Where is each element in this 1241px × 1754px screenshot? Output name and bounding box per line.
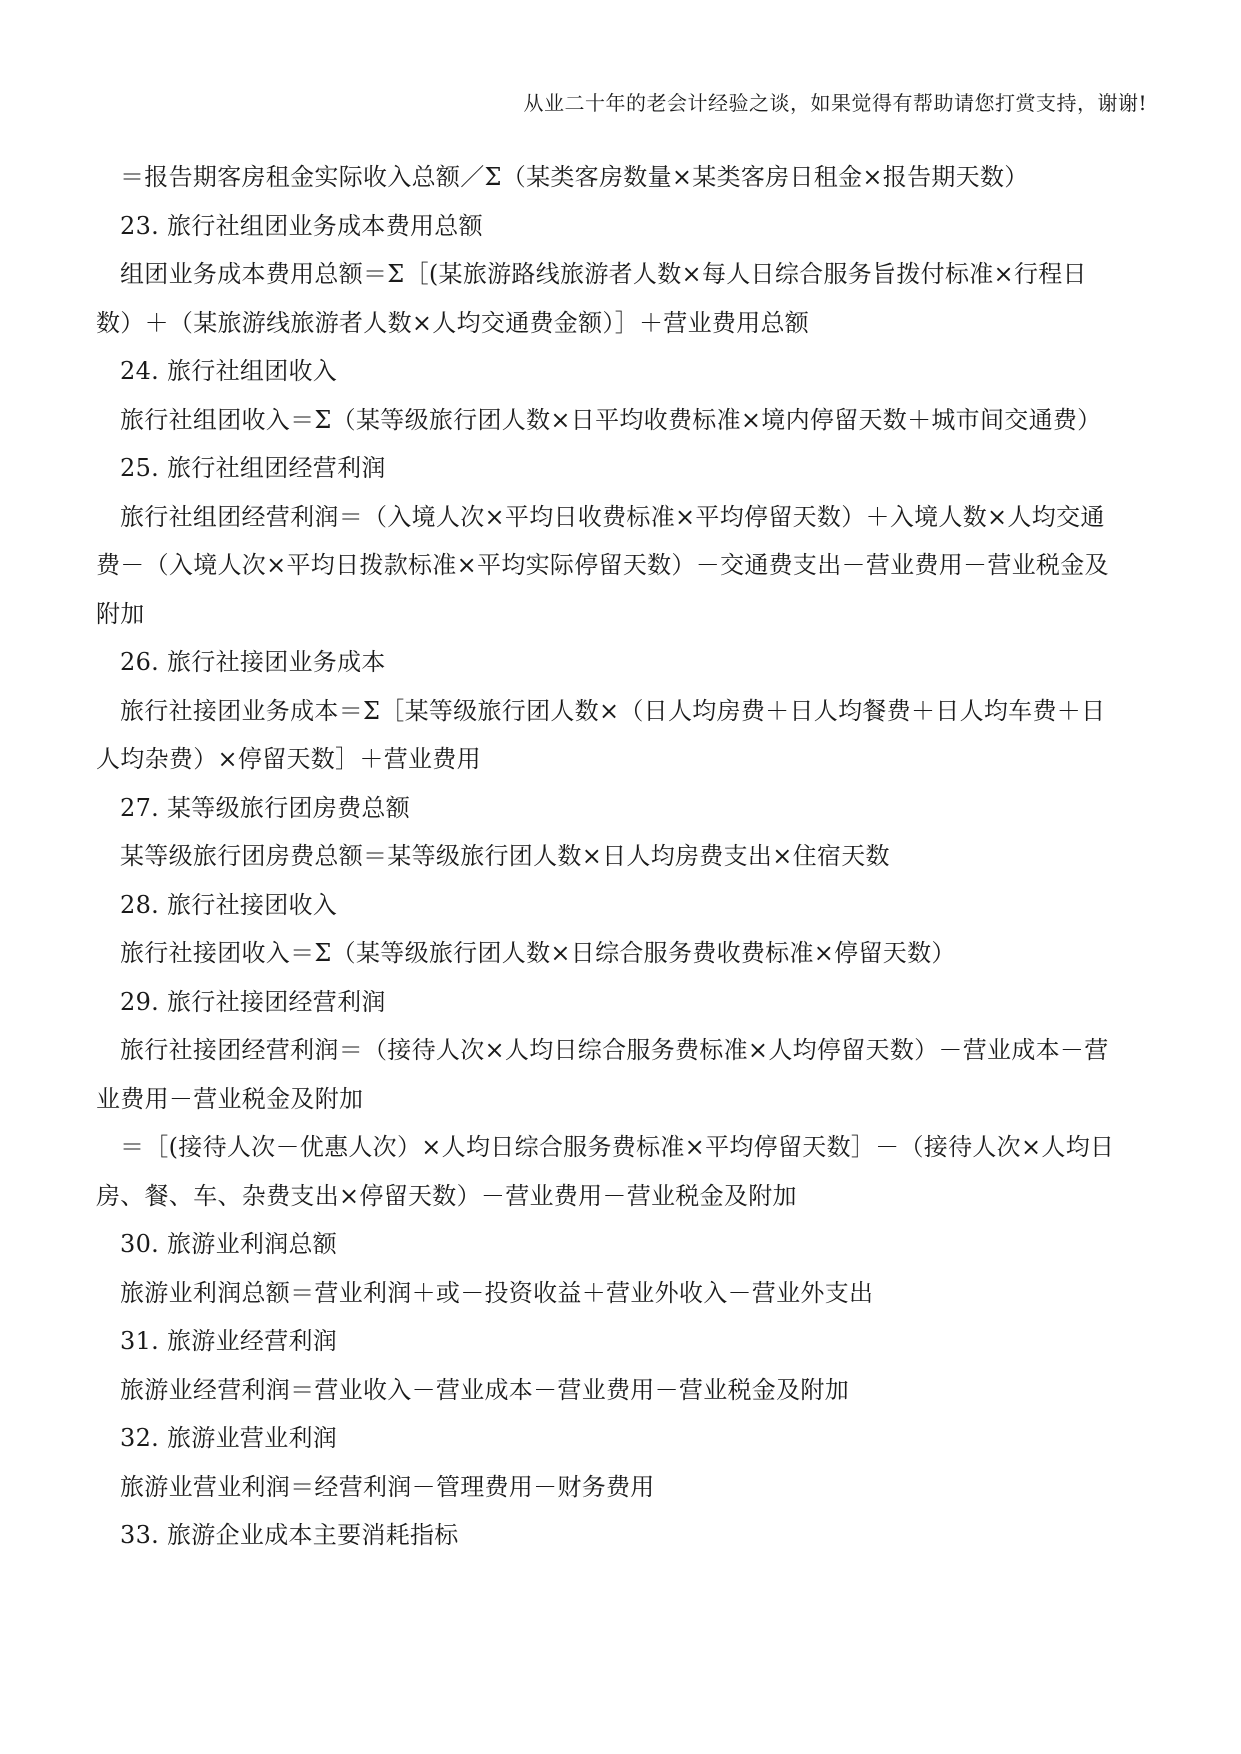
section-heading: 32. 旅游业营业利润 — [120, 1424, 338, 1452]
formula-line-continuation: 费－（入境人次×平均日拨款标准×平均实际停留天数）－交通费支出－营业费用－营业税金及 — [96, 551, 1109, 579]
section-heading: 29. 旅行社接团经营利润 — [120, 987, 386, 1016]
document-body — [96, 153, 1148, 1560]
formula-line: 旅行社接团经营利润＝（接待人次×人均日综合服务费标准×人均停留天数）－营业成本－营 — [120, 1036, 1109, 1064]
formula-line: 旅游业利润总额＝营业利润＋或－投资收益＋营业外收入－营业外支出 — [120, 1278, 874, 1307]
formula-line: 旅游业营业利润＝经营利润－管理费用－财务费用 — [120, 1472, 655, 1501]
section-heading: 23. 旅行社组团业务成本费用总额 — [120, 211, 483, 240]
formula-line-continuation: 业费用－营业税金及附加 — [96, 1084, 364, 1113]
formula-line-continuation: 附加 — [96, 599, 145, 628]
formula-line: 旅行社接团业务成本＝Σ［某等级旅行团人数×（日人均房费＋日人均餐费＋日人均车费＋日 — [120, 696, 1106, 725]
section-heading: 31. 旅游业经营利润 — [120, 1327, 338, 1355]
formula-line: 组团业务成本费用总额＝Σ［(某旅游路线旅游者人数×每人日综合服务旨拨付标准×行程日 — [120, 260, 1087, 288]
section-heading: 33. 旅游企业成本主要消耗指标 — [120, 1521, 459, 1549]
text-line: ＝报告期客房租金实际收入总额／Σ（某类客房数量×某类客房日租金×报告期天数） — [120, 163, 1029, 191]
section-heading: 25. 旅行社组团经营利润 — [120, 454, 386, 482]
formula-line-continuation: 数）＋（某旅游线旅游者人数×人均交通费金额）］＋营业费用总额 — [96, 308, 810, 337]
section-heading: 28. 旅行社接团收入 — [120, 890, 338, 919]
formula-line: 旅游业经营利润＝营业收入－营业成本－营业费用－营业税金及附加 — [120, 1375, 849, 1404]
section-heading: 27. 某等级旅行团房费总额 — [120, 793, 410, 822]
formula-line: 旅行社组团经营利润＝（入境人次×平均日收费标准×平均停留天数）＋入境人数×人均交通 — [120, 502, 1105, 531]
formula-line: 旅行社接团收入＝Σ（某等级旅行团人数×日综合服务费收费标准×停留天数） — [120, 939, 956, 967]
formula-line: 旅行社组团收入＝Σ（某等级旅行团人数×日平均收费标准×境内停留天数＋城市间交通费） — [120, 405, 1102, 434]
formula-line-continuation: 房、餐、车、杂费支出×停留天数）－营业费用－营业税金及附加 — [96, 1181, 797, 1210]
formula-line: ＝［(接待人次－优惠人次）×人均日综合服务费标准×平均停留天数］－（接待人次×人均日 — [120, 1133, 1115, 1161]
section-heading: 30. 旅游业利润总额 — [120, 1230, 338, 1258]
section-heading: 24. 旅行社组团收入 — [120, 357, 338, 385]
header-note: 从业二十年的老会计经验之谈，如果觉得有帮助请您打赏支持，谢谢! — [523, 91, 1147, 115]
section-heading: 26. 旅行社接团业务成本 — [120, 648, 386, 676]
formula-line-continuation: 人均杂费）×停留天数］＋营业费用 — [96, 745, 481, 773]
formula-line: 某等级旅行团房费总额＝某等级旅行团人数×日人均房费支出×住宿天数 — [120, 842, 890, 870]
